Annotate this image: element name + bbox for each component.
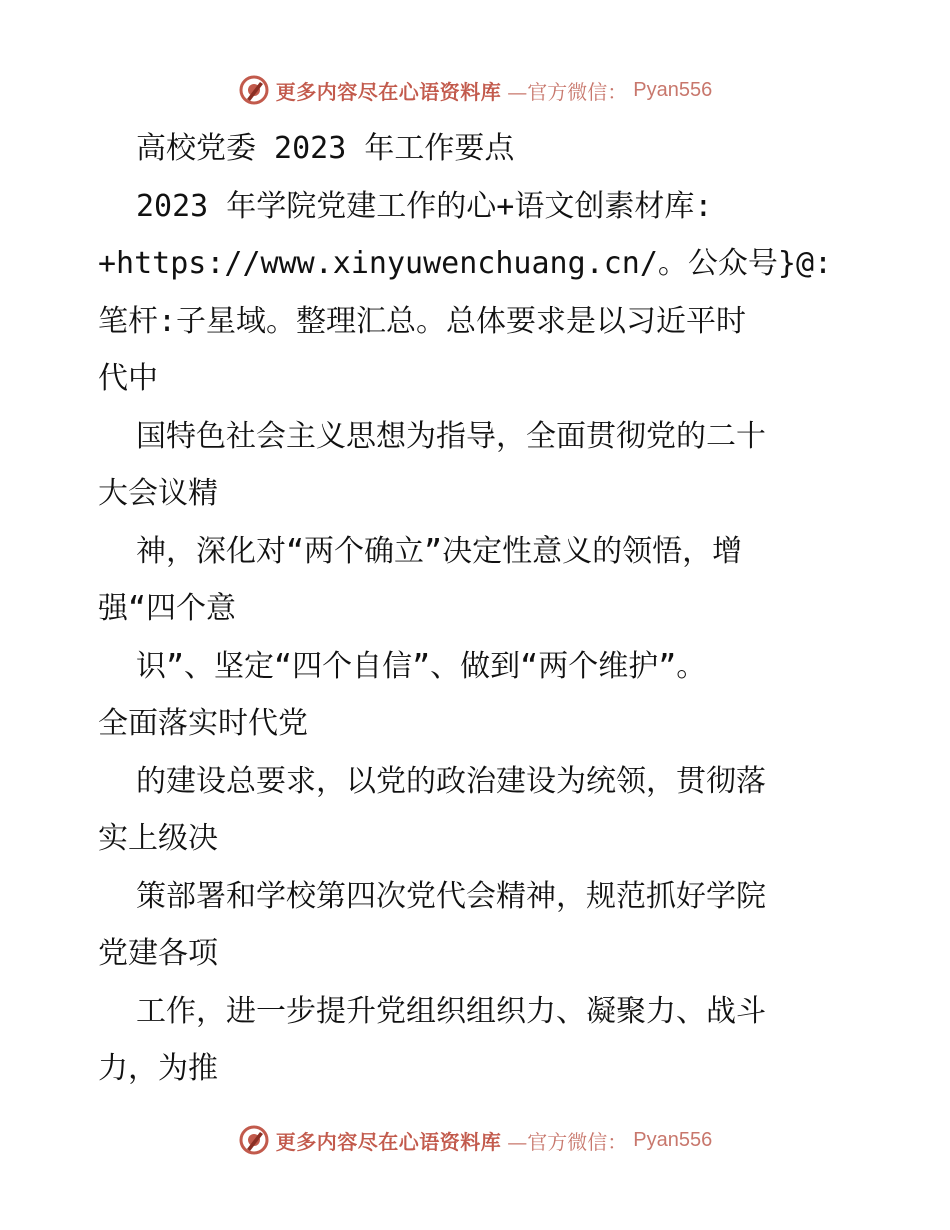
- paragraph-line: 力，为推: [98, 1051, 218, 1086]
- document-title: 高校党委 2023 年工作要点: [136, 131, 515, 166]
- paragraph-line: 实上级决: [98, 821, 218, 856]
- paragraph-line: +https://www.xinyuwenchuang.cn/。公众号}@:: [98, 246, 833, 281]
- paragraph-line: 党建各项: [98, 936, 218, 971]
- watermark-main-text: 更多内容尽在心语资料库: [275, 79, 502, 104]
- paragraph-line: 工作，进一步提升党组织组织力、凝聚力、战斗: [136, 993, 766, 1029]
- paragraph-line: 国特色社会主义思想为指导，全面贯彻党的二十: [136, 418, 766, 454]
- paragraph-line: 策部署和学校第四次党代会精神，规范抓好学院: [136, 878, 766, 914]
- watermark-main-text: 更多内容尽在心语资料库: [275, 1129, 502, 1154]
- watermark-wechat-id: Pyan556: [633, 1128, 713, 1151]
- header-watermark: [0, 68, 950, 112]
- watermark-wechat-id: Pyan556: [633, 78, 713, 101]
- paragraph-line: 大会议精: [98, 476, 218, 511]
- paragraph-line: 识”、坚定“四个自信”、做到“两个维护”。: [136, 648, 707, 684]
- paragraph-line: 2023 年学院党建工作的心+语文创素材库:: [136, 188, 713, 224]
- paragraph-line: 全面落实时代党: [98, 706, 308, 741]
- footer-watermark: [0, 1118, 950, 1162]
- paragraph-line: 代中: [98, 361, 158, 396]
- paragraph-line: 笔杆:子星域。整理汇总。总体要求是以习近平时: [98, 303, 747, 339]
- watermark-sub-text: —官方微信：: [507, 79, 628, 104]
- paragraph-line: 神，深化对“两个确立”决定性意义的领悟，增: [136, 533, 743, 569]
- pen-logo-icon: [238, 74, 270, 106]
- document-body: [98, 120, 868, 1098]
- paragraph-line: 强“四个意: [98, 591, 237, 626]
- pen-logo-icon: [238, 1124, 270, 1156]
- paragraph-line: 的建设总要求，以党的政治建设为统领，贯彻落: [136, 763, 766, 799]
- watermark-sub-text: —官方微信：: [507, 1129, 628, 1154]
